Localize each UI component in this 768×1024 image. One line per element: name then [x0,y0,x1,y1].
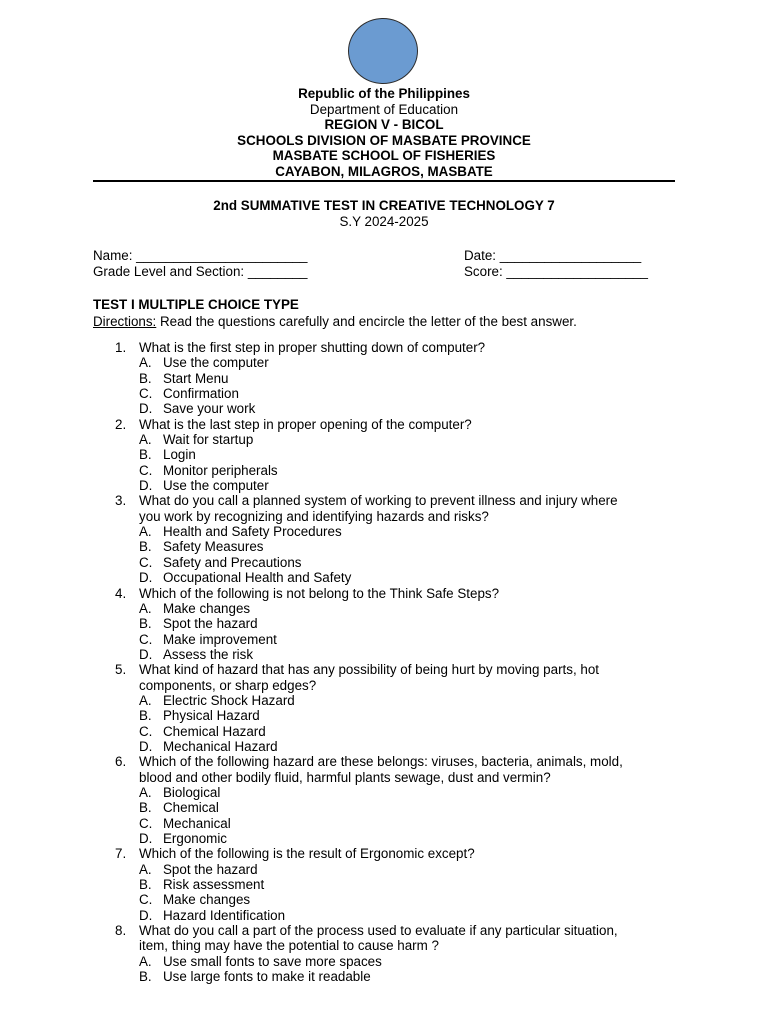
choice-letter: A. [139,524,152,540]
question-text: you work by recognizing and identifying hazards and risks? [139,508,489,524]
choice-text: Confirmation [163,386,239,402]
question-text: What is the first step in proper shutting down of computer? [139,340,486,355]
choice-letter: B. [139,969,152,985]
choice-text: Ergonomic [163,831,228,846]
choice-item [139,647,673,662]
choice-text: Make changes [163,600,251,616]
choice-item [139,816,673,831]
question-text: Which of the following is the result of Ergonomic except? [139,846,475,862]
choice-text: Electric Shock Hazard [163,692,295,708]
question-text: blood and other bodily fluid, harmful plants sewage, dust and vermin? [139,769,551,785]
choice-item [139,708,673,723]
choice-letter: D. [139,646,153,662]
choice-letter: A. [139,355,152,371]
choice-list [139,432,673,493]
choice-list [139,355,673,416]
question-number: 2. [115,416,127,432]
choice-letter: D. [139,907,153,923]
directions [93,314,577,329]
choice-letter: A. [139,600,152,616]
choice-letter: A. [139,784,152,800]
choice-letter: B. [139,370,152,386]
question-item [93,493,673,585]
question-text: Which of the following hazard are these belongs: viruses, bacteria, animals, mold, [139,754,623,770]
choice-item [139,371,673,386]
choice-list [139,601,673,662]
test-title: 2nd SUMMATIVE TEST IN CREATIVE TECHNOLOGY 7 [213,198,555,213]
choice-text: Use the computer [163,478,269,494]
question-item [93,340,673,417]
test-heading: TEST I MULTIPLE CHOICE TYPE [93,297,299,312]
choice-letter: A. [139,861,152,877]
score-field: Score: ___________________ [464,264,648,279]
choice-text: Use large fonts to make it readable [163,969,371,985]
choice-letter: C. [139,554,153,570]
deped-seal [348,18,418,84]
question-text: What do you call a part of the process used to evaluate if any particular situation, [139,923,618,939]
choice-text: Monitor peripherals [163,462,278,478]
choice-letter: B. [139,877,152,893]
address-heading: CAYABON, MILAGROS, MASBATE [275,163,493,179]
choice-list [139,954,673,985]
choice-item [139,632,673,647]
department-heading: Department of Education [309,101,459,117]
choice-text: Make improvement [163,631,277,647]
name-field: Name: _______________________ [93,248,308,263]
choice-item [139,524,673,539]
choice-text: Mechanical Hazard [163,738,278,754]
choice-item [139,539,673,554]
question-item [93,754,673,846]
choice-list [139,862,673,923]
choice-item [139,969,673,984]
choice-item [139,724,673,739]
choice-letter: C. [139,631,153,647]
choice-letter: D. [139,570,153,586]
choice-letter: B. [139,616,152,632]
choice-text: Start Menu [163,370,229,386]
choice-item [139,447,673,462]
choice-letter: C. [139,892,153,908]
choice-text: Save your work [163,401,256,417]
date-field: Date: ___________________ [464,248,642,263]
choice-letter: B. [139,447,152,463]
choice-text: Physical Hazard [163,708,260,724]
directions-text: Read the questions carefully and encircle the letter of the best answer. [156,314,577,329]
choice-list [139,693,673,754]
choice-text: Hazard Identification [163,907,286,923]
choice-text: Chemical Hazard [163,723,266,739]
question-text: What is the last step in proper opening of the computer? [139,416,472,432]
region-heading: REGION V - BICOL [324,117,444,132]
choice-item [139,616,673,631]
choice-letter: B. [139,708,152,724]
question-text: What kind of hazard that has any possibility of being hurt by moving parts, hot [139,662,599,678]
choice-text: Spot the hazard [163,861,258,877]
question-item [93,417,673,494]
choice-text: Assess the risk [163,646,254,662]
choice-text: Biological [163,784,221,800]
choice-list [139,524,673,585]
choice-item [139,954,673,969]
question-text: item, thing may have the potential to cause harm ? [139,938,439,954]
question-number: 5. [115,662,127,678]
choice-item [139,570,673,585]
choice-item [139,432,673,447]
choice-letter: A. [139,953,152,969]
choice-text: Spot the hazard [163,616,258,632]
question-number: 7. [115,846,127,862]
choice-letter: C. [139,386,153,402]
question-item [93,923,673,984]
header-divider [93,180,675,182]
choice-letter: C. [139,462,153,478]
question-text: What do you call a planned system of working to prevent illness and injury where [139,493,618,509]
choice-text: Safety and Precautions [163,554,302,570]
choice-item [139,601,673,616]
choice-letter: D. [139,401,153,417]
school-heading: MASBATE SCHOOL OF FISHERIES [272,148,496,163]
choice-letter: A. [139,692,152,708]
choice-list [139,785,673,846]
choice-item [139,831,673,846]
choice-letter: D. [139,738,153,754]
choice-text: Health and Safety Procedures [163,524,342,540]
choice-item [139,908,673,923]
question-text: Which of the following is not belong to the Think Safe Steps? [139,585,500,601]
division-heading: SCHOOLS DIVISION OF MASBATE PROVINCE [237,132,531,148]
school-year: S.Y 2024-2025 [339,214,429,229]
choice-text: Login [163,447,196,463]
grade-section-field: Grade Level and Section: ________ [93,264,308,279]
choice-letter: B. [139,539,152,555]
question-list [93,340,673,984]
republic-heading: Republic of the Philippines [298,86,470,101]
choice-item [139,463,673,478]
choice-item [139,877,673,892]
question-text: components, or sharp edges? [139,677,317,693]
choice-item [139,892,673,907]
choice-letter: A. [139,432,152,448]
choice-item [139,800,673,815]
choice-text: Use small fonts to save more spaces [163,953,382,969]
choice-letter: C. [139,723,153,739]
directions-label: Directions: [93,314,157,329]
choice-item [139,739,673,754]
choice-letter: D. [139,478,153,494]
choice-text: Risk assessment [163,877,265,893]
choice-text: Safety Measures [163,539,264,555]
choice-text: Wait for startup [163,432,254,448]
choice-item [139,555,673,570]
choice-item [139,478,673,493]
choice-item [139,862,673,877]
choice-letter: D. [139,831,153,846]
choice-text: Make changes [163,892,251,908]
choice-item [139,785,673,800]
choice-item [139,401,673,416]
choice-letter: C. [139,815,153,831]
choice-text: Use the computer [163,355,269,371]
choice-letter: B. [139,800,152,816]
question-number: 3. [115,493,127,509]
choice-text: Mechanical [163,815,231,831]
choice-item [139,386,673,401]
choice-text: Chemical [163,800,219,816]
question-number: 4. [115,585,127,601]
question-number: 6. [115,754,127,770]
choice-text: Occupational Health and Safety [163,570,352,586]
question-number: 8. [115,923,127,939]
question-item [93,586,673,663]
choice-item [139,355,673,370]
question-item [93,662,673,754]
question-number: 1. [115,340,127,355]
question-item [93,846,673,923]
choice-item [139,693,673,708]
